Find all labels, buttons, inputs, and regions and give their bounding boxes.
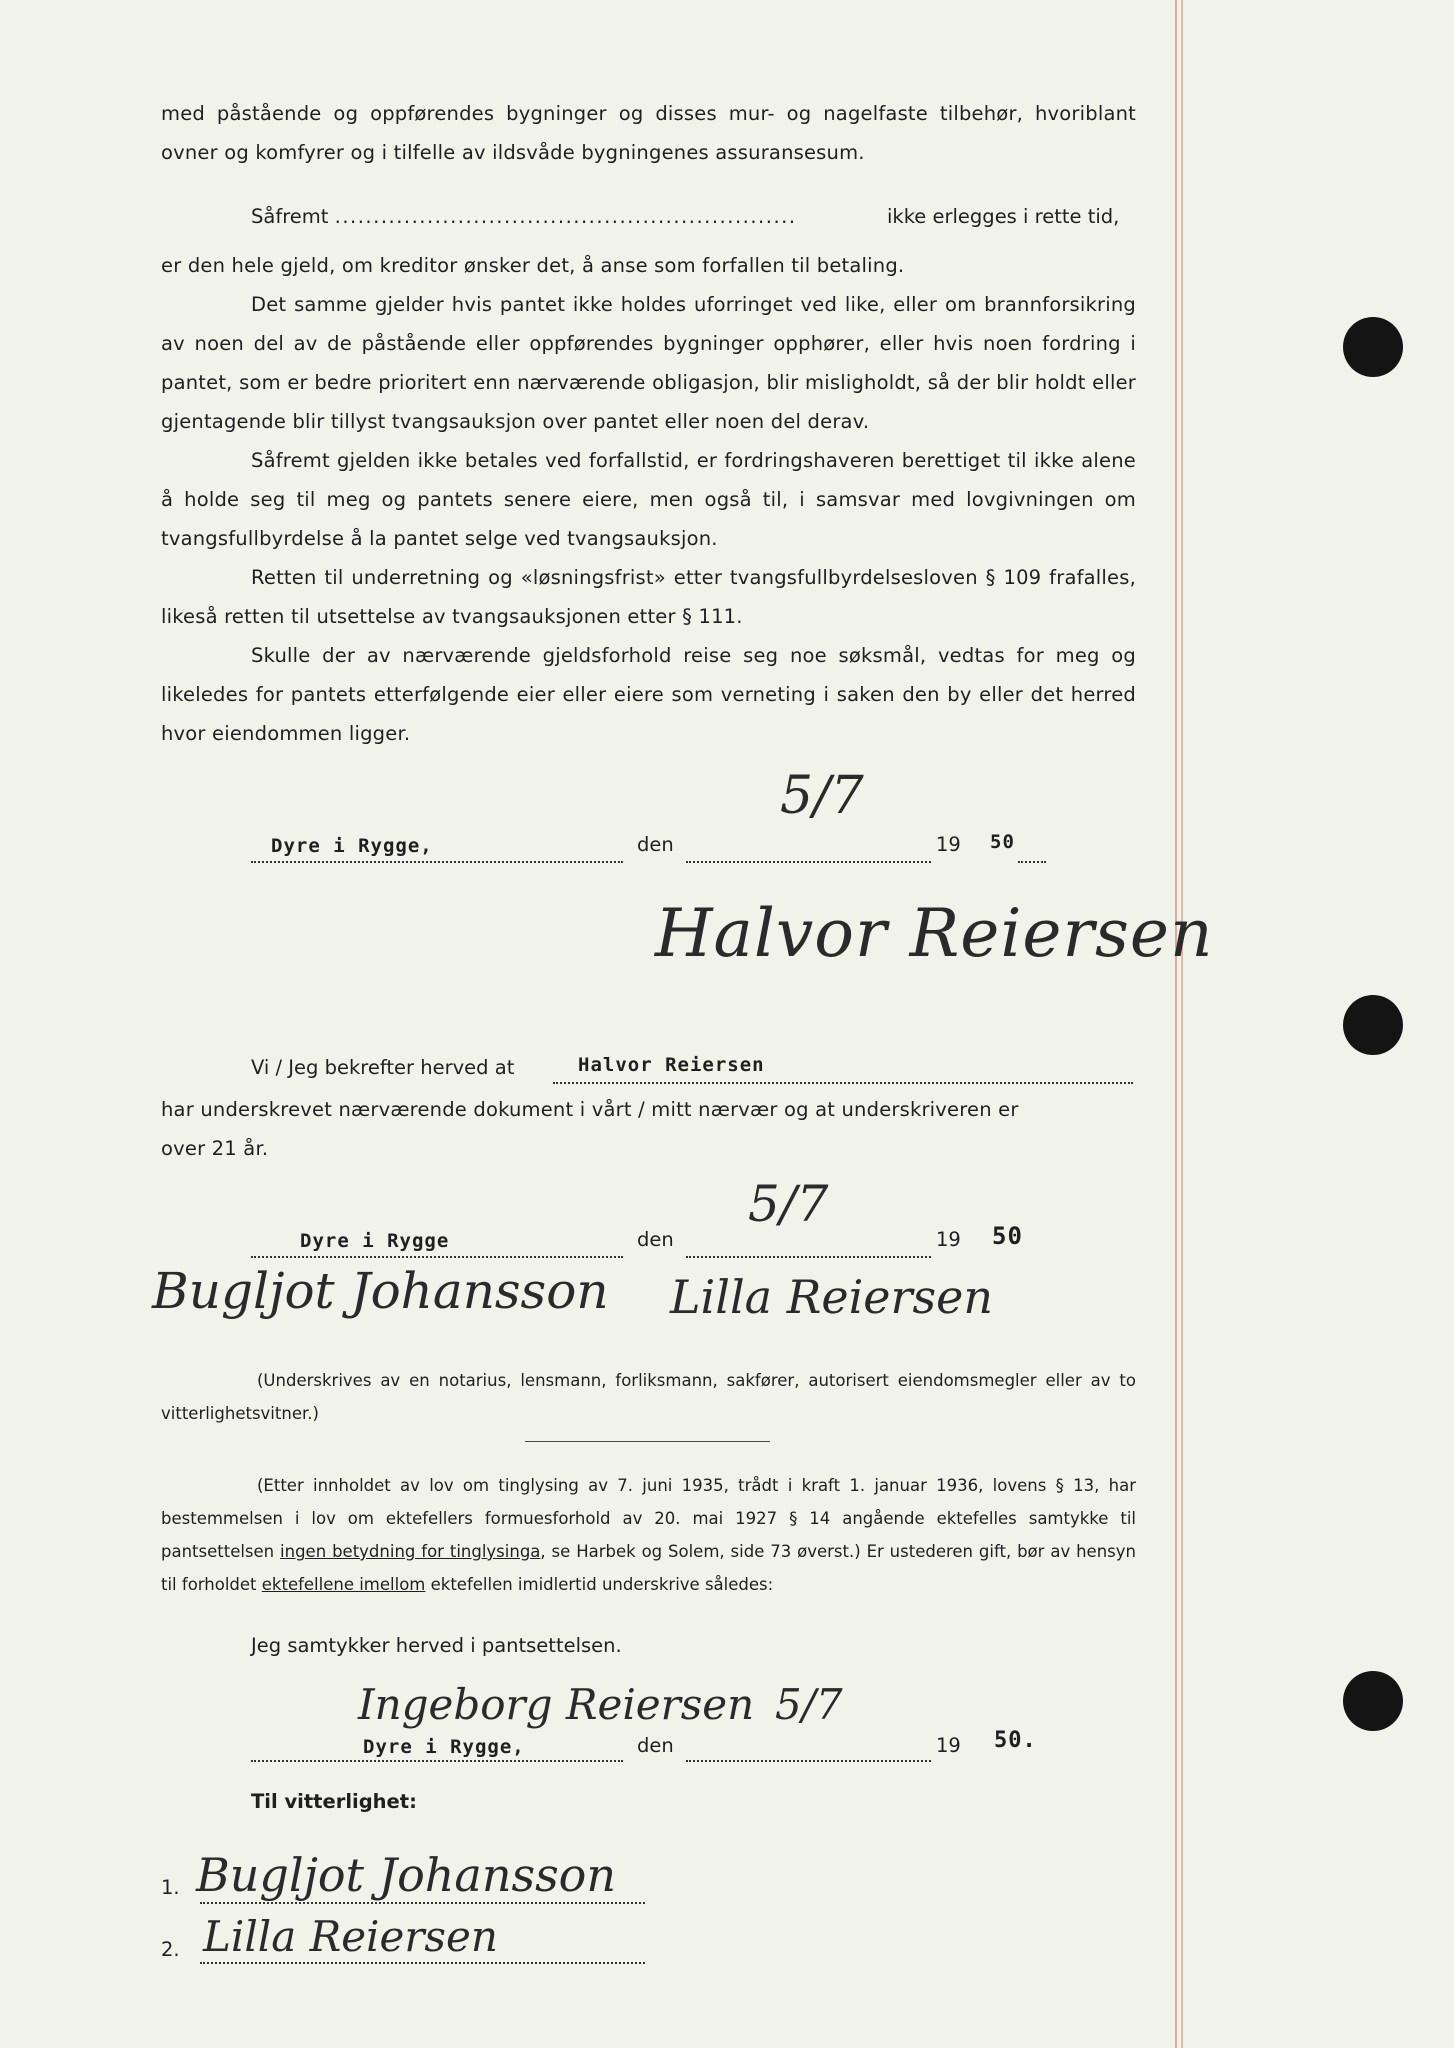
consent-text: Jeg samtykker herved i pantsettelsen. [251, 1634, 622, 1657]
punch-hole-bottom [1343, 1671, 1403, 1731]
place-dots-2 [251, 1256, 623, 1258]
handwritten-date-2: 5/7 [748, 1175, 829, 1233]
handwritten-date-1: 5/7 [780, 766, 864, 826]
opening-paragraph [161, 94, 1136, 172]
punch-hole-middle [1343, 995, 1403, 1055]
year-2: 50 [992, 1222, 1023, 1250]
signature-halvor: Halvor Reiersen [655, 895, 1214, 972]
paragraph-default: Såfremt gjelden ikke betales ved forfallstid, er fordringshaveren berettiget til ikke alene å holde seg til meg og pantets senere eiere, men også til, i samsvar med lovgivningen om tvangsfullbyrdelse å la pantet selge ved tvangsauksjon. [161, 449, 1136, 550]
law-note-text [161, 1469, 1136, 1601]
paragraph-assets: med påstående og oppførendes bygninger og disses mur- og nagelfaste tilbehør, hvoriblant ovner og komfyrer og i tilfelle av ildsvåde bygningenes assuransesum. [161, 102, 1136, 164]
date-dots-2 [686, 1256, 931, 1258]
underskrives-note [161, 1364, 1136, 1430]
year-prefix-3: 19 [936, 1734, 961, 1757]
paragraph-same: Det samme gjelder hvis pantet ikke holdes uforringet ved like, eller om brannforsikring av noen del av de påstående eller oppførendes bygninger opphører, eller hvis noen fordring i pantet, som er bedre prioritert enn nærværende obligasjon, blir misligholdt, så der blir holdt eller gjentagende blir tillyst tvangsauksjon over pantet eller noen del derav. [161, 293, 1136, 433]
witness-number-2: 2. [161, 1938, 180, 1961]
place-1: Dyre i Rygge, [271, 835, 433, 857]
den-2: den [637, 1228, 674, 1251]
confirm-name: Halvor Reiersen [578, 1054, 765, 1076]
paragraph-due: er den hele gjeld, om kreditor ønsker det, å anse som forfallen til betaling. [161, 254, 905, 277]
confirm-line-3: over 21 år. [161, 1137, 269, 1160]
law-note-underlined-2: ektefellene imellom [261, 1575, 426, 1594]
safremt-end [887, 205, 1119, 228]
year-1: 50 [990, 831, 1015, 853]
signature-witness-2: Lilla Reiersen [670, 1270, 993, 1324]
den-1: den [637, 833, 674, 856]
margin-rule-right [1181, 0, 1183, 2048]
year-dots-1 [1018, 861, 1046, 863]
safremt-label: Såfremt [251, 205, 329, 228]
confirm-body [161, 1090, 1136, 1168]
law-note [161, 1469, 1136, 1601]
punch-hole-top [1343, 317, 1403, 377]
safremt-dots: ............................................................ [334, 205, 797, 228]
year-prefix-2: 19 [936, 1228, 961, 1251]
witness-number-1: 1. [161, 1876, 180, 1899]
safremt-line [251, 205, 797, 228]
date-dots-1 [686, 861, 931, 863]
year-prefix-1: 19 [936, 833, 961, 856]
year-3: 50. [994, 1728, 1037, 1753]
separator-rule [525, 1441, 770, 1442]
confirm-line-2: har underskrevet nærværende dokument i vårt / mitt nærvær og at underskriveren er [161, 1098, 1019, 1121]
witness-signature-1: Bugljot Johansson [196, 1848, 616, 1902]
handwritten-date-3: 5/7 [775, 1680, 843, 1729]
underskrives-text: (Underskrives av en notarius, lensmann, forliksmann, sakfører, autorisert eiendomsmegler eller av to vitterlighetsvitner.) [161, 1371, 1136, 1423]
place-2: Dyre i Rygge [300, 1230, 450, 1252]
place-dots-1 [251, 861, 623, 863]
place-dots-3 [251, 1760, 623, 1762]
den-3: den [637, 1734, 674, 1757]
witness-line-1 [200, 1902, 645, 1904]
signature-spouse: Ingeborg Reiersen [358, 1680, 755, 1729]
law-note-part-2: , se Harbek og Solem, side 73 øverst.) Er ustederen gift, bør av hensyn til forholdet [161, 1542, 1136, 1594]
main-paragraphs [161, 246, 1136, 753]
witness-line-2 [200, 1962, 645, 1964]
witness-title: Til vitterlighet: [251, 1790, 417, 1813]
margin-rule-left [1175, 0, 1177, 2048]
law-note-part-1: (Etter innholdet av lov om tinglysing av 7. juni 1935, trådt i kraft 1. januar 1936, lovens § 13, har bestemmelsen i lov om ektefellers formuesforhold av 20. mai 1927 § 14 angående ektefelles samtykke til pantsettelsen [161, 1476, 1136, 1561]
law-note-part-3: ektefellen imidlertid underskrive således: [430, 1575, 774, 1594]
paragraph-notice: Retten til underretning og «løsningsfrist» etter tvangsfullbyrdelsesloven § 109 frafalles, likeså retten til utsettelse av tvangsauksjonen etter § 111. [161, 566, 1136, 628]
witness-signature-2: Lilla Reiersen [203, 1912, 498, 1961]
date-dots-3 [686, 1760, 931, 1762]
law-note-underlined-1: ingen betydning for tinglysinga [280, 1542, 541, 1561]
signature-witness-1: Bugljot Johansson [152, 1262, 609, 1320]
confirm-prefix: Vi / Jeg bekrefter herved at [251, 1056, 515, 1079]
safremt-end-text: ikke erlegges i rette tid, [887, 205, 1120, 228]
paragraph-venue: Skulle der av nærværende gjeldsforhold reise seg noe søksmål, vedtas for meg og likeledes for pantets etterfølgende eier eller eiere som verneting i saken den by eller det herred hvor eiendommen ligger. [161, 644, 1136, 745]
confirm-dots [553, 1082, 1133, 1084]
place-3: Dyre i Rygge, [363, 1736, 525, 1758]
